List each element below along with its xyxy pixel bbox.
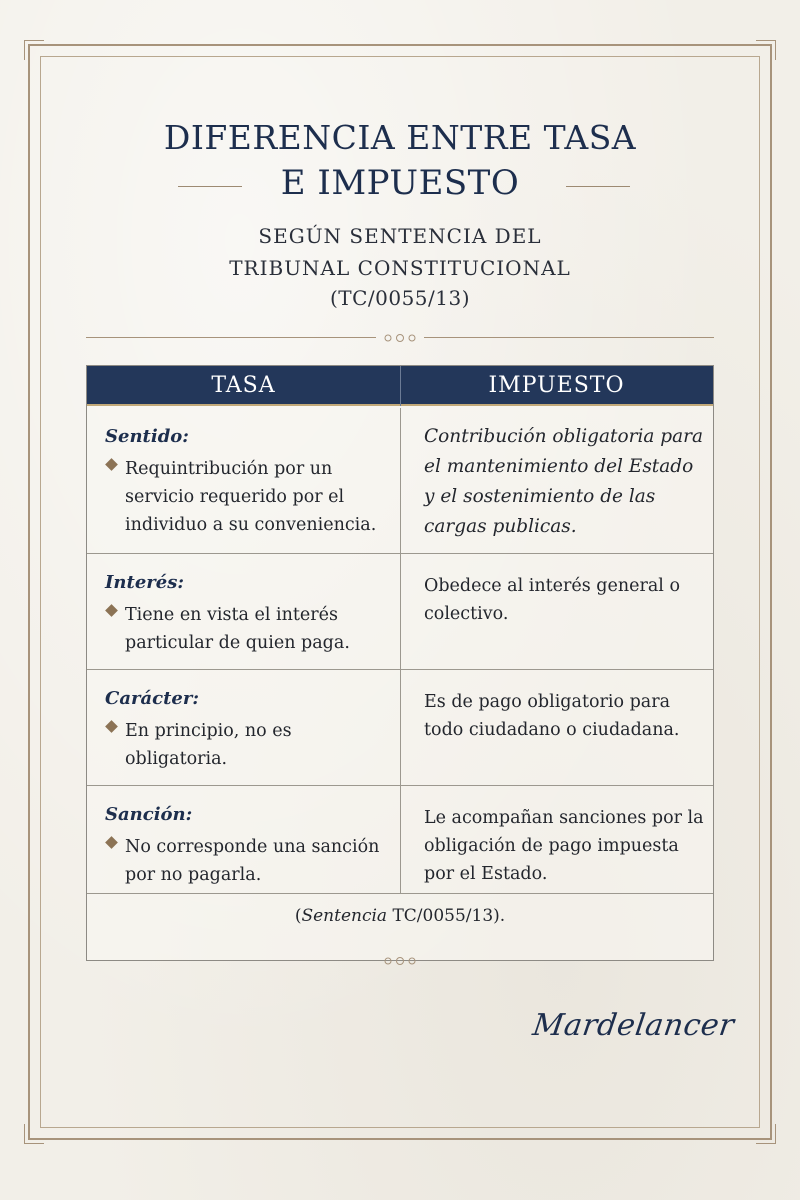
- title-rule-right: [566, 186, 630, 187]
- tasa-cell: Tiene en vista el interés particular de quien paga.: [125, 605, 350, 653]
- table-header: [87, 366, 713, 406]
- frame-corner-ornament: [756, 1124, 776, 1144]
- subtitle-line-3: (TC/0055/13): [329, 286, 471, 310]
- title-line-1: DIFERENCIA ENTRE TASA: [163, 118, 637, 157]
- title-line-2: E IMPUESTO: [280, 163, 520, 203]
- row-label: Interés:: [105, 572, 184, 593]
- frame-corner-ornament: [24, 1124, 44, 1144]
- impuesto-cell: Le acompañan sanciones por la obligación de pago impuesta por el Estado.: [424, 808, 704, 884]
- tasa-cell: No corresponde una sanción por no pagarla.: [125, 837, 380, 885]
- diamond-bullet-icon: [105, 604, 118, 617]
- top-divider: [86, 332, 714, 344]
- diamond-bullet-icon: [105, 458, 118, 471]
- comparison-table: [86, 365, 714, 961]
- table-row: [87, 786, 713, 894]
- table-row: [87, 408, 713, 554]
- tasa-cell: En principio, no es obligatoria.: [125, 721, 292, 769]
- header-impuesto: IMPUESTO: [488, 373, 625, 398]
- frame-corner-ornament: [24, 40, 44, 60]
- diamond-bullet-icon: [105, 720, 118, 733]
- frame-corner-ornament: [756, 40, 776, 60]
- footnote-rest: TC/0055/13).: [387, 906, 506, 926]
- row-label: Sanción:: [105, 804, 193, 825]
- signature-logo: Mardelancer: [530, 1008, 737, 1043]
- tasa-cell: Requintribución por un servicio requerido por el individuo a su conveniencia.: [125, 459, 377, 535]
- footnote-italic: Sentencia: [301, 906, 388, 926]
- bottom-divider: [86, 955, 714, 967]
- impuesto-cell: Obedece al interés general o colectivo.: [424, 576, 680, 624]
- row-label: Carácter:: [105, 688, 199, 709]
- diamond-bullet-icon: [105, 836, 118, 849]
- divider-ornament-icon: [382, 955, 418, 967]
- header-tasa: TASA: [211, 373, 276, 398]
- table-row: [87, 670, 713, 786]
- subtitle-line-2: TRIBUNAL CONSTITUCIONAL: [229, 256, 571, 280]
- impuesto-cell: Contribución obligatoria para el mantenimiento del Estado y el sostenimiento de las cargas publicas.: [424, 426, 704, 537]
- footnote-open: (: [294, 906, 302, 926]
- citation-footnote: [87, 906, 713, 926]
- table-row: [87, 554, 713, 670]
- row-label: Sentido:: [105, 426, 189, 447]
- subtitle-line-1: SEGÚN SENTENCIA DEL: [258, 224, 542, 248]
- impuesto-cell: Es de pago obligatorio para todo ciudadano o ciudadana.: [424, 692, 680, 740]
- divider-ornament-icon: [382, 332, 418, 344]
